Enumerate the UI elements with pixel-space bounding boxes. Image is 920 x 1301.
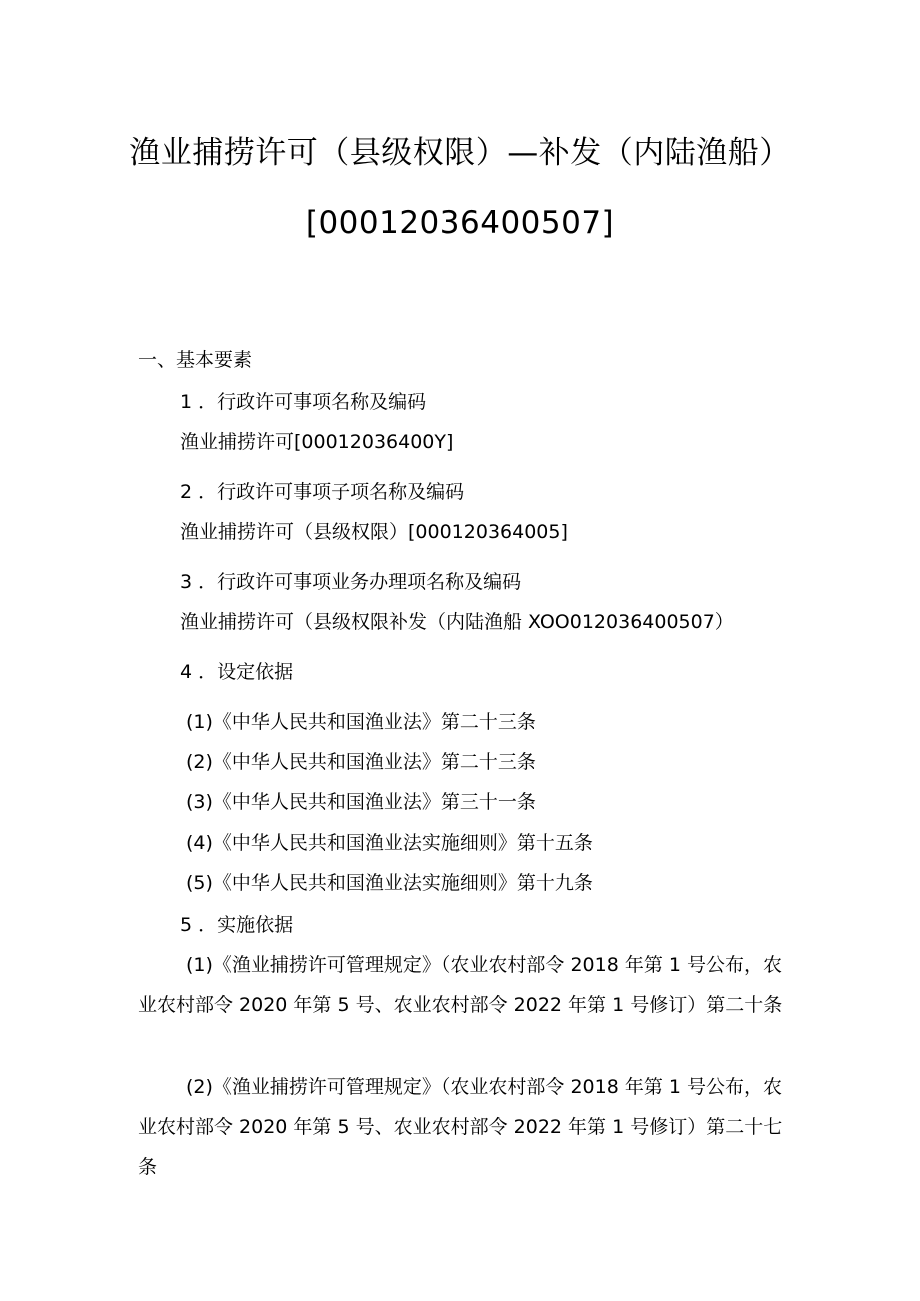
item-label: 3 ．行政许可事项业务办理项名称及编码 (180, 571, 522, 593)
item-value: 渔业捕捞许可[00012036400Y] (180, 431, 454, 453)
basis-item: (5)《中华人民共和国渔业法实施细则》第十九条 (186, 872, 593, 894)
basis-item: (4)《中华人民共和国渔业法实施细则》第十五条 (186, 832, 593, 854)
basis-item: (1)《中华人民共和国渔业法》第二十三条 (186, 711, 536, 733)
basis-item: (2)《中华人民共和国渔业法》第二十三条 (186, 751, 536, 773)
document-title: 渔业捕捞许可（县级权限）—补发（内陆渔船） (129, 135, 791, 171)
section-heading: 一、基本要素 (138, 349, 253, 371)
item-label: 2 ．行政许可事项子项名称及编码 (180, 481, 465, 503)
document-code: [00012036400507] (305, 205, 615, 241)
implementation-basis-paragraph: (1)《渔业捕捞许可管理规定》（农业农村部令 2018 年第 1 号公布，农业农村部令 2020 年第 5 号、农业农村部令 2022 年第 1 号修订）第二十条 (138, 954, 783, 1016)
item-value: 渔业捕捞许可（县级权限）[000120364005] (180, 521, 568, 543)
subsection-heading: 5 ．实施依据 (180, 914, 294, 936)
subsection-heading: 4 ．设定依据 (180, 661, 294, 683)
implementation-basis-paragraph: (2)《渔业捕捞许可管理规定》（农业农村部令 2018 年第 1 号公布，农业农村部令 2020 年第 5 号、农业农村部令 2022 年第 1 号修订）第二十七条 (138, 1076, 783, 1178)
item-label: 1 ．行政许可事项名称及编码 (180, 391, 427, 413)
item-value: 渔业捕捞许可（县级权限补发（内陆渔船 XOO012036400507） (180, 611, 734, 633)
basis-item: (3)《中华人民共和国渔业法》第三十一条 (186, 791, 536, 813)
